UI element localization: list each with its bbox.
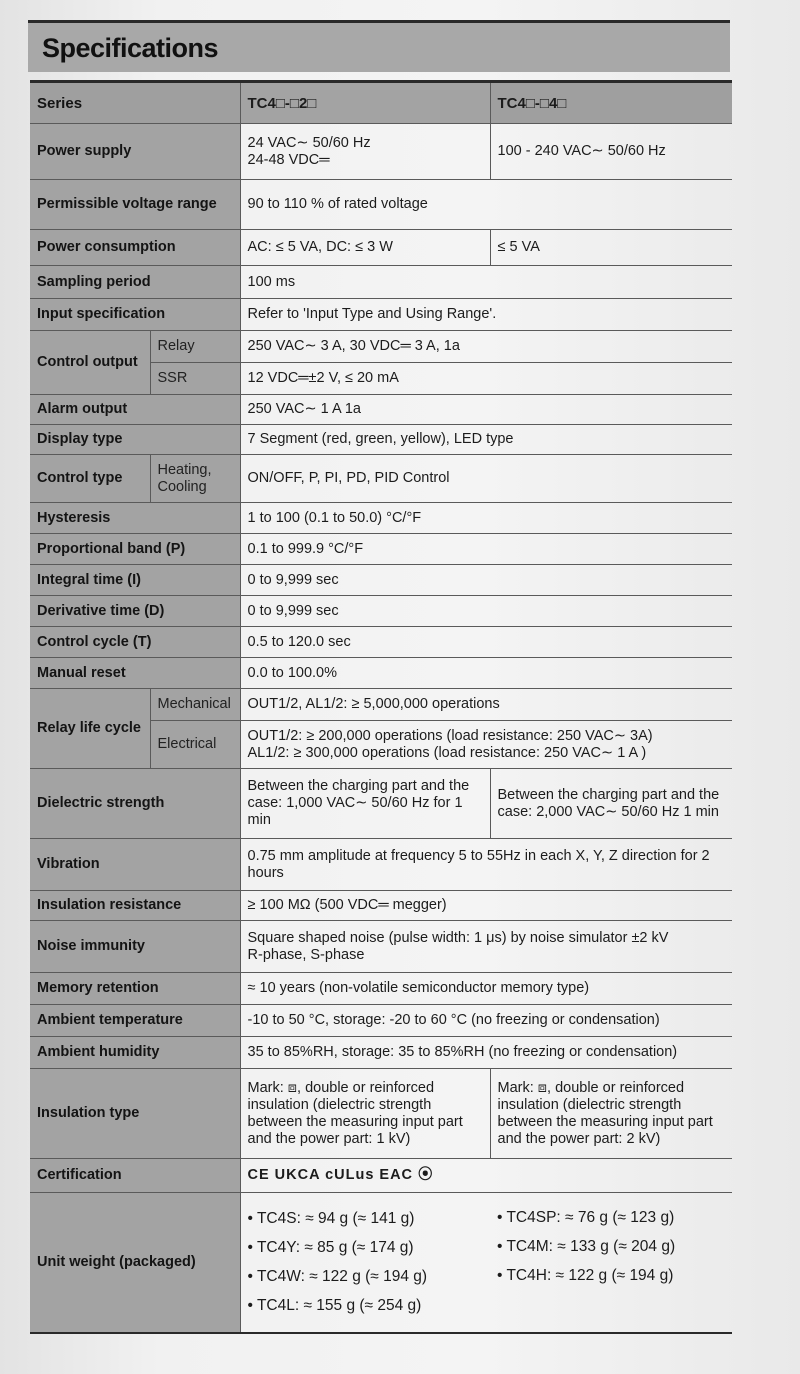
row-label: Unit weight (packaged) bbox=[30, 1193, 240, 1333]
relay-electrical-al: AL1/2: ≥ 300,000 operations (load resistance: 250 VAC∼ 1 A ) bbox=[247, 744, 647, 761]
list-item: • TC4W: ≈ 122 g (≈ 194 g) bbox=[247, 1268, 428, 1286]
row-value: Refer to 'Input Type and Using Range'. bbox=[240, 299, 732, 331]
row-value: 1 to 100 (0.1 to 50.0) °C/°F bbox=[240, 503, 732, 534]
dielectric-strength-a: Between the charging part and the case: 1,000 VAC∼ 50/60 Hz for 1 min bbox=[240, 769, 490, 839]
list-item: • TC4H: ≈ 122 g (≈ 194 g) bbox=[497, 1267, 674, 1284]
row-label: Dielectric strength bbox=[30, 769, 240, 839]
row-label: Memory retention bbox=[30, 973, 240, 1005]
row-value: 0.5 to 120.0 sec bbox=[240, 627, 732, 658]
list-item: • TC4M: ≈ 133 g (≈ 204 g) bbox=[497, 1238, 676, 1255]
table-row bbox=[30, 503, 732, 534]
noise-immunity-value bbox=[240, 921, 732, 973]
table-row bbox=[30, 891, 732, 921]
spec-table bbox=[30, 80, 732, 1334]
table-row bbox=[30, 658, 732, 689]
noise-immunity-line2: R-phase, S-phase bbox=[247, 946, 365, 963]
table-row bbox=[30, 266, 732, 299]
row-label: Manual reset bbox=[30, 658, 240, 689]
row-label: Insulation type bbox=[30, 1069, 240, 1159]
table-row bbox=[30, 124, 732, 180]
list-item: • TC4S: ≈ 94 g (≈ 141 g) bbox=[247, 1210, 415, 1228]
list-item: • TC4L: ≈ 155 g (≈ 254 g) bbox=[247, 1297, 422, 1315]
table-row bbox=[30, 689, 732, 721]
relay-electrical-value bbox=[240, 721, 732, 769]
title-bar bbox=[28, 20, 730, 72]
table-row bbox=[30, 425, 732, 455]
row-label: Permissible voltage range bbox=[30, 180, 240, 230]
table-row bbox=[30, 534, 732, 565]
row-value: 0.75 mm amplitude at frequency 5 to 55Hz in each X, Y, Z direction for 2 hours bbox=[240, 839, 732, 891]
row-label: Derivative time (D) bbox=[30, 596, 240, 627]
row-value: 0.1 to 999.9 °C/°F bbox=[240, 534, 732, 565]
row-label: Sampling period bbox=[30, 266, 240, 299]
sub-label: Mechanical bbox=[150, 689, 240, 721]
weight-tc4s: TC4S: ≈ 94 g (≈ 141 g) bbox=[256, 1210, 415, 1228]
power-supply-a-ac: 24 VAC∼ 50/60 Hz bbox=[247, 134, 371, 151]
row-value: 250 VAC∼ 1 A 1a bbox=[240, 395, 732, 425]
weight-tc4w: TC4W: ≈ 122 g (≈ 194 g) bbox=[256, 1268, 428, 1286]
row-label: Ambient humidity bbox=[30, 1037, 240, 1069]
row-label: Input specification bbox=[30, 299, 240, 331]
row-value: 0 to 9,999 sec bbox=[240, 596, 732, 627]
certification-marks: CE UKCA cULus EAC ⦿ bbox=[240, 1159, 732, 1193]
row-value: -10 to 50 °C, storage: -20 to 60 °C (no freezing or condensation) bbox=[240, 1005, 732, 1037]
row-label: Control type bbox=[30, 455, 150, 503]
row-value: 250 VAC∼ 3 A, 30 VDC═ 3 A, 1a bbox=[240, 331, 732, 363]
row-label: Noise immunity bbox=[30, 921, 240, 973]
weight-tc4y: TC4Y: ≈ 85 g (≈ 174 g) bbox=[256, 1239, 414, 1257]
row-value: ≥ 100 MΩ (500 VDC═ megger) bbox=[240, 891, 732, 921]
power-consumption-a: AC: ≤ 5 VA, DC: ≤ 3 W bbox=[240, 230, 490, 266]
row-label: Alarm output bbox=[30, 395, 240, 425]
row-value: 0.0 to 100.0% bbox=[240, 658, 732, 689]
row-label: Power supply bbox=[30, 124, 240, 180]
row-value: OUT1/2, AL1/2: ≥ 5,000,000 operations bbox=[240, 689, 732, 721]
row-value: 7 Segment (red, green, yellow), LED type bbox=[240, 425, 732, 455]
row-value: 100 ms bbox=[240, 266, 732, 299]
row-label: Ambient temperature bbox=[30, 1005, 240, 1037]
sub-label: Electrical bbox=[150, 721, 240, 769]
page-title: Specifications bbox=[42, 33, 219, 63]
table-row bbox=[30, 1193, 732, 1333]
row-label: Control cycle (T) bbox=[30, 627, 240, 658]
table-row bbox=[30, 596, 732, 627]
table-row bbox=[30, 299, 732, 331]
row-label: Insulation resistance bbox=[30, 891, 240, 921]
list-item: • TC4SP: ≈ 76 g (≈ 123 g) bbox=[497, 1209, 675, 1226]
insulation-type-a: Mark: ⧈, double or reinforced insulation (dielectric strength between the measuring input part and the power part: 1 kV) bbox=[240, 1069, 490, 1159]
table-row bbox=[30, 331, 732, 363]
row-label: Integral time (I) bbox=[30, 565, 240, 596]
row-value: 35 to 85%RH, storage: 35 to 85%RH (no freezing or condensation) bbox=[240, 1037, 732, 1069]
row-value: 12 VDC═±2 V, ≤ 20 mA bbox=[240, 363, 732, 395]
table-header-row bbox=[30, 82, 732, 124]
power-supply-a-dc: 24-48 VDC═ bbox=[247, 151, 330, 168]
list-item: • TC4Y: ≈ 85 g (≈ 174 g) bbox=[247, 1239, 414, 1257]
row-value: ≈ 10 years (non-volatile semiconductor memory type) bbox=[240, 973, 732, 1005]
row-label: Control output bbox=[30, 331, 150, 395]
row-label: Proportional band (P) bbox=[30, 534, 240, 565]
row-label: Display type bbox=[30, 425, 240, 455]
table-row bbox=[30, 395, 732, 425]
power-supply-b: 100 - 240 VAC∼ 50/60 Hz bbox=[490, 124, 732, 180]
row-label: Relay life cycle bbox=[30, 689, 150, 769]
dielectric-strength-b: Between the charging part and the case: 2,000 VAC∼ 50/60 Hz 1 min bbox=[490, 769, 732, 839]
table-row bbox=[30, 1005, 732, 1037]
row-value: 0 to 9,999 sec bbox=[240, 565, 732, 596]
table-row bbox=[30, 1159, 732, 1193]
sub-label: SSR bbox=[150, 363, 240, 395]
table-row bbox=[30, 1069, 732, 1159]
row-label: Power consumption bbox=[30, 230, 240, 266]
table-row bbox=[30, 627, 732, 658]
series-label: Series bbox=[30, 82, 240, 124]
unit-weight-col-a bbox=[240, 1193, 490, 1333]
weight-tc4sp: TC4SP: ≈ 76 g (≈ 123 g) bbox=[506, 1209, 675, 1226]
series-model-a: TC4□-□2□ bbox=[240, 82, 490, 124]
row-value: ON/OFF, P, PI, PD, PID Control bbox=[240, 455, 732, 503]
table-row bbox=[30, 921, 732, 973]
table-row bbox=[30, 1037, 732, 1069]
weight-tc4h: TC4H: ≈ 122 g (≈ 194 g) bbox=[506, 1267, 674, 1284]
power-consumption-b: ≤ 5 VA bbox=[490, 230, 732, 266]
table-row bbox=[30, 180, 732, 230]
weight-tc4m: TC4M: ≈ 133 g (≈ 204 g) bbox=[506, 1238, 676, 1255]
row-label: Vibration bbox=[30, 839, 240, 891]
table-row bbox=[30, 973, 732, 1005]
sub-label: Heating, Cooling bbox=[150, 455, 240, 503]
row-label: Hysteresis bbox=[30, 503, 240, 534]
table-row bbox=[30, 230, 732, 266]
row-value: 90 to 110 % of rated voltage bbox=[240, 180, 732, 230]
insulation-type-b: Mark: ⧈, double or reinforced insulation (dielectric strength between the measuring input part and the power part: 2 kV) bbox=[490, 1069, 732, 1159]
series-model-b: TC4□-□4□ bbox=[490, 82, 732, 124]
power-supply-a bbox=[240, 124, 490, 180]
table-row bbox=[30, 769, 732, 839]
table-row bbox=[30, 455, 732, 503]
sub-label: Relay bbox=[150, 331, 240, 363]
row-label: Certification bbox=[30, 1159, 240, 1193]
table-row bbox=[30, 839, 732, 891]
table-row bbox=[30, 565, 732, 596]
unit-weight-col-b bbox=[490, 1193, 732, 1333]
noise-immunity-line1: Square shaped noise (pulse width: 1 μs) by noise simulator ±2 kV bbox=[247, 929, 669, 946]
weight-tc4l: TC4L: ≈ 155 g (≈ 254 g) bbox=[256, 1297, 422, 1315]
relay-electrical-out: OUT1/2: ≥ 200,000 operations (load resistance: 250 VAC∼ 3A) bbox=[247, 727, 653, 744]
